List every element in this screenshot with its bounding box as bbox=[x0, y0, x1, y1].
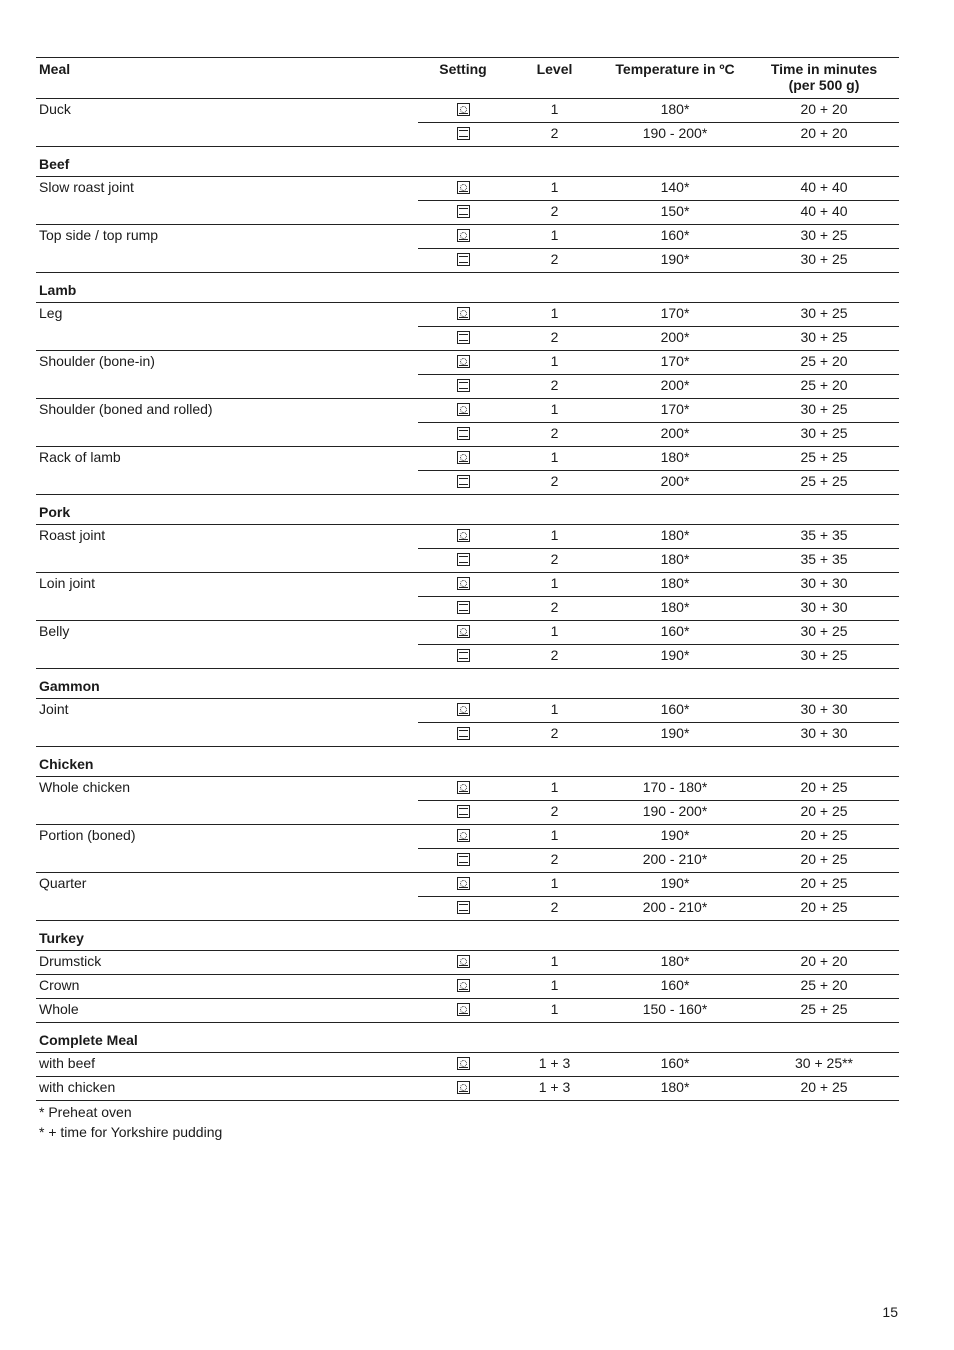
hot-air-fan-icon bbox=[457, 781, 470, 794]
time-cell: 30 + 25 bbox=[749, 327, 899, 351]
top-bottom-heating-icon bbox=[457, 601, 470, 614]
level-cell: 1 bbox=[508, 225, 601, 249]
setting-cell bbox=[418, 723, 508, 747]
hot-air-fan-icon bbox=[457, 829, 470, 842]
temperature-cell: 180* bbox=[601, 951, 749, 975]
section-row bbox=[36, 669, 899, 699]
header-time-line2: (per 500 g) bbox=[788, 77, 860, 93]
temperature-cell: 180* bbox=[601, 573, 749, 597]
level-cell: 2 bbox=[508, 327, 601, 351]
meal-cell bbox=[36, 645, 418, 669]
level-cell: 1 bbox=[508, 525, 601, 549]
hot-air-fan-icon bbox=[457, 403, 470, 416]
table-body bbox=[36, 99, 899, 1101]
top-bottom-heating-icon bbox=[457, 205, 470, 218]
setting-cell bbox=[418, 1053, 508, 1077]
level-cell: 1 bbox=[508, 399, 601, 423]
section-heading: Complete Meal bbox=[36, 1023, 899, 1053]
hot-air-fan-icon bbox=[457, 103, 470, 116]
top-bottom-heating-icon bbox=[457, 853, 470, 866]
section-heading: Lamb bbox=[36, 273, 899, 303]
time-cell: 30 + 30 bbox=[749, 723, 899, 747]
level-cell: 1 bbox=[508, 777, 601, 801]
hot-air-fan-icon bbox=[457, 955, 470, 968]
setting-cell bbox=[418, 621, 508, 645]
top-bottom-heating-icon bbox=[457, 553, 470, 566]
setting-cell bbox=[418, 423, 508, 447]
meal-cell bbox=[36, 201, 418, 225]
section-heading: Pork bbox=[36, 495, 899, 525]
time-cell: 20 + 20 bbox=[749, 123, 899, 147]
setting-cell bbox=[418, 201, 508, 225]
setting-cell bbox=[418, 99, 508, 123]
time-cell: 25 + 20 bbox=[749, 351, 899, 375]
table-subrow bbox=[36, 801, 899, 825]
top-bottom-heating-icon bbox=[457, 427, 470, 440]
meal-cell bbox=[36, 897, 418, 921]
table-row bbox=[36, 777, 899, 801]
temperature-cell: 170* bbox=[601, 399, 749, 423]
table-subrow bbox=[36, 327, 899, 351]
section-heading: Beef bbox=[36, 147, 899, 177]
meal-cell bbox=[36, 375, 418, 399]
table-header-row bbox=[36, 58, 899, 99]
setting-cell bbox=[418, 303, 508, 327]
temperature-cell: 190 - 200* bbox=[601, 801, 749, 825]
table-row bbox=[36, 447, 899, 471]
table-subrow bbox=[36, 849, 899, 873]
temperature-cell: 160* bbox=[601, 975, 749, 999]
table-subrow bbox=[36, 723, 899, 747]
hot-air-fan-icon bbox=[457, 229, 470, 242]
meal-cell: with beef bbox=[36, 1053, 418, 1077]
time-cell: 30 + 30 bbox=[749, 699, 899, 723]
time-cell: 30 + 25 bbox=[749, 249, 899, 273]
table-subrow bbox=[36, 375, 899, 399]
temperature-cell: 140* bbox=[601, 177, 749, 201]
table-row bbox=[36, 573, 899, 597]
table-subrow bbox=[36, 549, 899, 573]
time-cell: 20 + 25 bbox=[749, 1077, 899, 1101]
meal-cell bbox=[36, 123, 418, 147]
level-cell: 2 bbox=[508, 549, 601, 573]
section-row bbox=[36, 495, 899, 525]
meal-cell bbox=[36, 597, 418, 621]
level-cell: 2 bbox=[508, 723, 601, 747]
top-bottom-heating-icon bbox=[457, 649, 470, 662]
level-cell: 2 bbox=[508, 423, 601, 447]
table-row bbox=[36, 621, 899, 645]
time-cell: 20 + 25 bbox=[749, 825, 899, 849]
footnotes bbox=[36, 1102, 899, 1142]
hot-air-fan-icon bbox=[457, 181, 470, 194]
table-row bbox=[36, 525, 899, 549]
section-row bbox=[36, 921, 899, 951]
time-cell: 30 + 25** bbox=[749, 1053, 899, 1077]
roasting-table bbox=[36, 57, 899, 1101]
time-cell: 35 + 35 bbox=[749, 525, 899, 549]
level-cell: 2 bbox=[508, 123, 601, 147]
level-cell: 2 bbox=[508, 249, 601, 273]
setting-cell bbox=[418, 897, 508, 921]
level-cell: 2 bbox=[508, 645, 601, 669]
level-cell: 2 bbox=[508, 375, 601, 399]
level-cell: 2 bbox=[508, 201, 601, 225]
top-bottom-heating-icon bbox=[457, 127, 470, 140]
section-heading: Turkey bbox=[36, 921, 899, 951]
table-subrow bbox=[36, 645, 899, 669]
meal-cell: with chicken bbox=[36, 1077, 418, 1101]
table-subrow bbox=[36, 249, 899, 273]
hot-air-fan-icon bbox=[457, 451, 470, 464]
meal-cell: Loin joint bbox=[36, 573, 418, 597]
temperature-cell: 190* bbox=[601, 645, 749, 669]
time-cell: 20 + 25 bbox=[749, 777, 899, 801]
meal-cell bbox=[36, 327, 418, 351]
level-cell: 1 bbox=[508, 999, 601, 1023]
time-cell: 20 + 25 bbox=[749, 897, 899, 921]
level-cell: 1 bbox=[508, 99, 601, 123]
time-cell: 25 + 20 bbox=[749, 975, 899, 999]
setting-cell bbox=[418, 327, 508, 351]
setting-cell bbox=[418, 447, 508, 471]
temperature-cell: 170* bbox=[601, 303, 749, 327]
temperature-cell: 150 - 160* bbox=[601, 999, 749, 1023]
setting-cell bbox=[418, 825, 508, 849]
footnote-yorkshire: * + time for Yorkshire pudding bbox=[39, 1124, 223, 1140]
meal-cell bbox=[36, 801, 418, 825]
section-heading: Chicken bbox=[36, 747, 899, 777]
table-row bbox=[36, 99, 899, 123]
setting-cell bbox=[418, 801, 508, 825]
meal-cell: Duck bbox=[36, 99, 418, 123]
meal-cell: Whole chicken bbox=[36, 777, 418, 801]
time-cell: 30 + 30 bbox=[749, 573, 899, 597]
table-subrow bbox=[36, 597, 899, 621]
time-cell: 30 + 25 bbox=[749, 645, 899, 669]
table-row bbox=[36, 303, 899, 327]
top-bottom-heating-icon bbox=[457, 727, 470, 740]
level-cell: 1 bbox=[508, 447, 601, 471]
table-row bbox=[36, 1053, 899, 1077]
table-row bbox=[36, 825, 899, 849]
header-temperature: Temperature in ºC bbox=[601, 58, 749, 99]
time-cell: 30 + 25 bbox=[749, 303, 899, 327]
hot-air-fan-icon bbox=[457, 1003, 470, 1016]
temperature-cell: 200* bbox=[601, 375, 749, 399]
time-cell: 30 + 25 bbox=[749, 225, 899, 249]
meal-cell bbox=[36, 249, 418, 273]
temperature-cell: 170* bbox=[601, 351, 749, 375]
table-row bbox=[36, 951, 899, 975]
hot-air-fan-icon bbox=[457, 625, 470, 638]
temperature-cell: 160* bbox=[601, 1053, 749, 1077]
time-cell: 20 + 20 bbox=[749, 99, 899, 123]
time-cell: 25 + 25 bbox=[749, 471, 899, 495]
level-cell: 1 bbox=[508, 873, 601, 897]
hot-air-fan-icon bbox=[457, 877, 470, 890]
temperature-cell: 160* bbox=[601, 621, 749, 645]
section-row bbox=[36, 147, 899, 177]
hot-air-fan-icon bbox=[457, 1081, 470, 1094]
table-row bbox=[36, 225, 899, 249]
table-subrow bbox=[36, 897, 899, 921]
level-cell: 1 + 3 bbox=[508, 1053, 601, 1077]
setting-cell bbox=[418, 1077, 508, 1101]
meal-cell: Drumstick bbox=[36, 951, 418, 975]
setting-cell bbox=[418, 951, 508, 975]
setting-cell bbox=[418, 975, 508, 999]
level-cell: 1 bbox=[508, 621, 601, 645]
setting-cell bbox=[418, 123, 508, 147]
setting-cell bbox=[418, 849, 508, 873]
setting-cell bbox=[418, 645, 508, 669]
top-bottom-heating-icon bbox=[457, 331, 470, 344]
meal-cell bbox=[36, 471, 418, 495]
roasting-table-container bbox=[36, 57, 899, 1142]
setting-cell bbox=[418, 351, 508, 375]
table-row bbox=[36, 399, 899, 423]
hot-air-fan-icon bbox=[457, 577, 470, 590]
level-cell: 1 bbox=[508, 177, 601, 201]
table-row bbox=[36, 999, 899, 1023]
footnote-preheat: * Preheat oven bbox=[39, 1104, 132, 1120]
setting-cell bbox=[418, 777, 508, 801]
meal-cell: Crown bbox=[36, 975, 418, 999]
table-row bbox=[36, 975, 899, 999]
meal-cell bbox=[36, 723, 418, 747]
temperature-cell: 150* bbox=[601, 201, 749, 225]
table-row bbox=[36, 873, 899, 897]
hot-air-fan-icon bbox=[457, 979, 470, 992]
temperature-cell: 190* bbox=[601, 873, 749, 897]
level-cell: 1 bbox=[508, 951, 601, 975]
meal-cell: Shoulder (boned and rolled) bbox=[36, 399, 418, 423]
temperature-cell: 190* bbox=[601, 825, 749, 849]
time-cell: 25 + 25 bbox=[749, 999, 899, 1023]
table-row bbox=[36, 177, 899, 201]
setting-cell bbox=[418, 873, 508, 897]
table-row bbox=[36, 351, 899, 375]
table-subrow bbox=[36, 123, 899, 147]
level-cell: 1 bbox=[508, 573, 601, 597]
setting-cell bbox=[418, 225, 508, 249]
meal-cell: Leg bbox=[36, 303, 418, 327]
header-time-line1: Time in minutes bbox=[770, 61, 878, 77]
top-bottom-heating-icon bbox=[457, 475, 470, 488]
temperature-cell: 190 - 200* bbox=[601, 123, 749, 147]
time-cell: 40 + 40 bbox=[749, 177, 899, 201]
temperature-cell: 180* bbox=[601, 549, 749, 573]
table-row bbox=[36, 699, 899, 723]
level-cell: 1 bbox=[508, 975, 601, 999]
setting-cell bbox=[418, 525, 508, 549]
temperature-cell: 180* bbox=[601, 447, 749, 471]
setting-cell bbox=[418, 549, 508, 573]
level-cell: 1 bbox=[508, 825, 601, 849]
level-cell: 1 bbox=[508, 303, 601, 327]
top-bottom-heating-icon bbox=[457, 805, 470, 818]
temperature-cell: 200* bbox=[601, 423, 749, 447]
temperature-cell: 200* bbox=[601, 327, 749, 351]
time-cell: 25 + 20 bbox=[749, 375, 899, 399]
level-cell: 1 bbox=[508, 699, 601, 723]
time-cell: 35 + 35 bbox=[749, 549, 899, 573]
time-cell: 30 + 30 bbox=[749, 597, 899, 621]
hot-air-fan-icon bbox=[457, 1057, 470, 1070]
setting-cell bbox=[418, 375, 508, 399]
level-cell: 2 bbox=[508, 801, 601, 825]
temperature-cell: 170 - 180* bbox=[601, 777, 749, 801]
hot-air-fan-icon bbox=[457, 307, 470, 320]
meal-cell: Joint bbox=[36, 699, 418, 723]
time-cell: 20 + 25 bbox=[749, 801, 899, 825]
section-row bbox=[36, 273, 899, 303]
level-cell: 2 bbox=[508, 897, 601, 921]
temperature-cell: 180* bbox=[601, 99, 749, 123]
header-time bbox=[749, 58, 899, 99]
temperature-cell: 200 - 210* bbox=[601, 897, 749, 921]
temperature-cell: 180* bbox=[601, 525, 749, 549]
temperature-cell: 180* bbox=[601, 1077, 749, 1101]
setting-cell bbox=[418, 699, 508, 723]
meal-cell: Belly bbox=[36, 621, 418, 645]
meal-cell bbox=[36, 549, 418, 573]
hot-air-fan-icon bbox=[457, 529, 470, 542]
setting-cell bbox=[418, 597, 508, 621]
section-heading: Gammon bbox=[36, 669, 899, 699]
table-row bbox=[36, 1077, 899, 1101]
level-cell: 1 bbox=[508, 351, 601, 375]
temperature-cell: 160* bbox=[601, 225, 749, 249]
top-bottom-heating-icon bbox=[457, 379, 470, 392]
temperature-cell: 200* bbox=[601, 471, 749, 495]
temperature-cell: 160* bbox=[601, 699, 749, 723]
meal-cell: Whole bbox=[36, 999, 418, 1023]
time-cell: 30 + 25 bbox=[749, 621, 899, 645]
time-cell: 30 + 25 bbox=[749, 399, 899, 423]
level-cell: 1 + 3 bbox=[508, 1077, 601, 1101]
setting-cell bbox=[418, 573, 508, 597]
section-row bbox=[36, 747, 899, 777]
meal-cell: Roast joint bbox=[36, 525, 418, 549]
time-cell: 40 + 40 bbox=[749, 201, 899, 225]
meal-cell bbox=[36, 849, 418, 873]
meal-cell bbox=[36, 423, 418, 447]
setting-cell bbox=[418, 249, 508, 273]
setting-cell bbox=[418, 999, 508, 1023]
table-subrow bbox=[36, 423, 899, 447]
time-cell: 20 + 25 bbox=[749, 873, 899, 897]
meal-cell: Quarter bbox=[36, 873, 418, 897]
meal-cell: Portion (boned) bbox=[36, 825, 418, 849]
table-subrow bbox=[36, 471, 899, 495]
top-bottom-heating-icon bbox=[457, 253, 470, 266]
meal-cell: Top side / top rump bbox=[36, 225, 418, 249]
section-row bbox=[36, 1023, 899, 1053]
time-cell: 20 + 20 bbox=[749, 951, 899, 975]
meal-cell: Slow roast joint bbox=[36, 177, 418, 201]
temperature-cell: 180* bbox=[601, 597, 749, 621]
header-meal: Meal bbox=[36, 58, 418, 99]
top-bottom-heating-icon bbox=[457, 901, 470, 914]
table-subrow bbox=[36, 201, 899, 225]
time-cell: 30 + 25 bbox=[749, 423, 899, 447]
temperature-cell: 200 - 210* bbox=[601, 849, 749, 873]
setting-cell bbox=[418, 471, 508, 495]
meal-cell: Rack of lamb bbox=[36, 447, 418, 471]
meal-cell: Shoulder (bone-in) bbox=[36, 351, 418, 375]
header-setting: Setting bbox=[418, 58, 508, 99]
page-number: 15 bbox=[882, 1304, 898, 1320]
setting-cell bbox=[418, 399, 508, 423]
level-cell: 2 bbox=[508, 849, 601, 873]
temperature-cell: 190* bbox=[601, 249, 749, 273]
temperature-cell: 190* bbox=[601, 723, 749, 747]
time-cell: 20 + 25 bbox=[749, 849, 899, 873]
hot-air-fan-icon bbox=[457, 355, 470, 368]
time-cell: 25 + 25 bbox=[749, 447, 899, 471]
level-cell: 2 bbox=[508, 471, 601, 495]
hot-air-fan-icon bbox=[457, 703, 470, 716]
header-level: Level bbox=[508, 58, 601, 99]
setting-cell bbox=[418, 177, 508, 201]
level-cell: 2 bbox=[508, 597, 601, 621]
